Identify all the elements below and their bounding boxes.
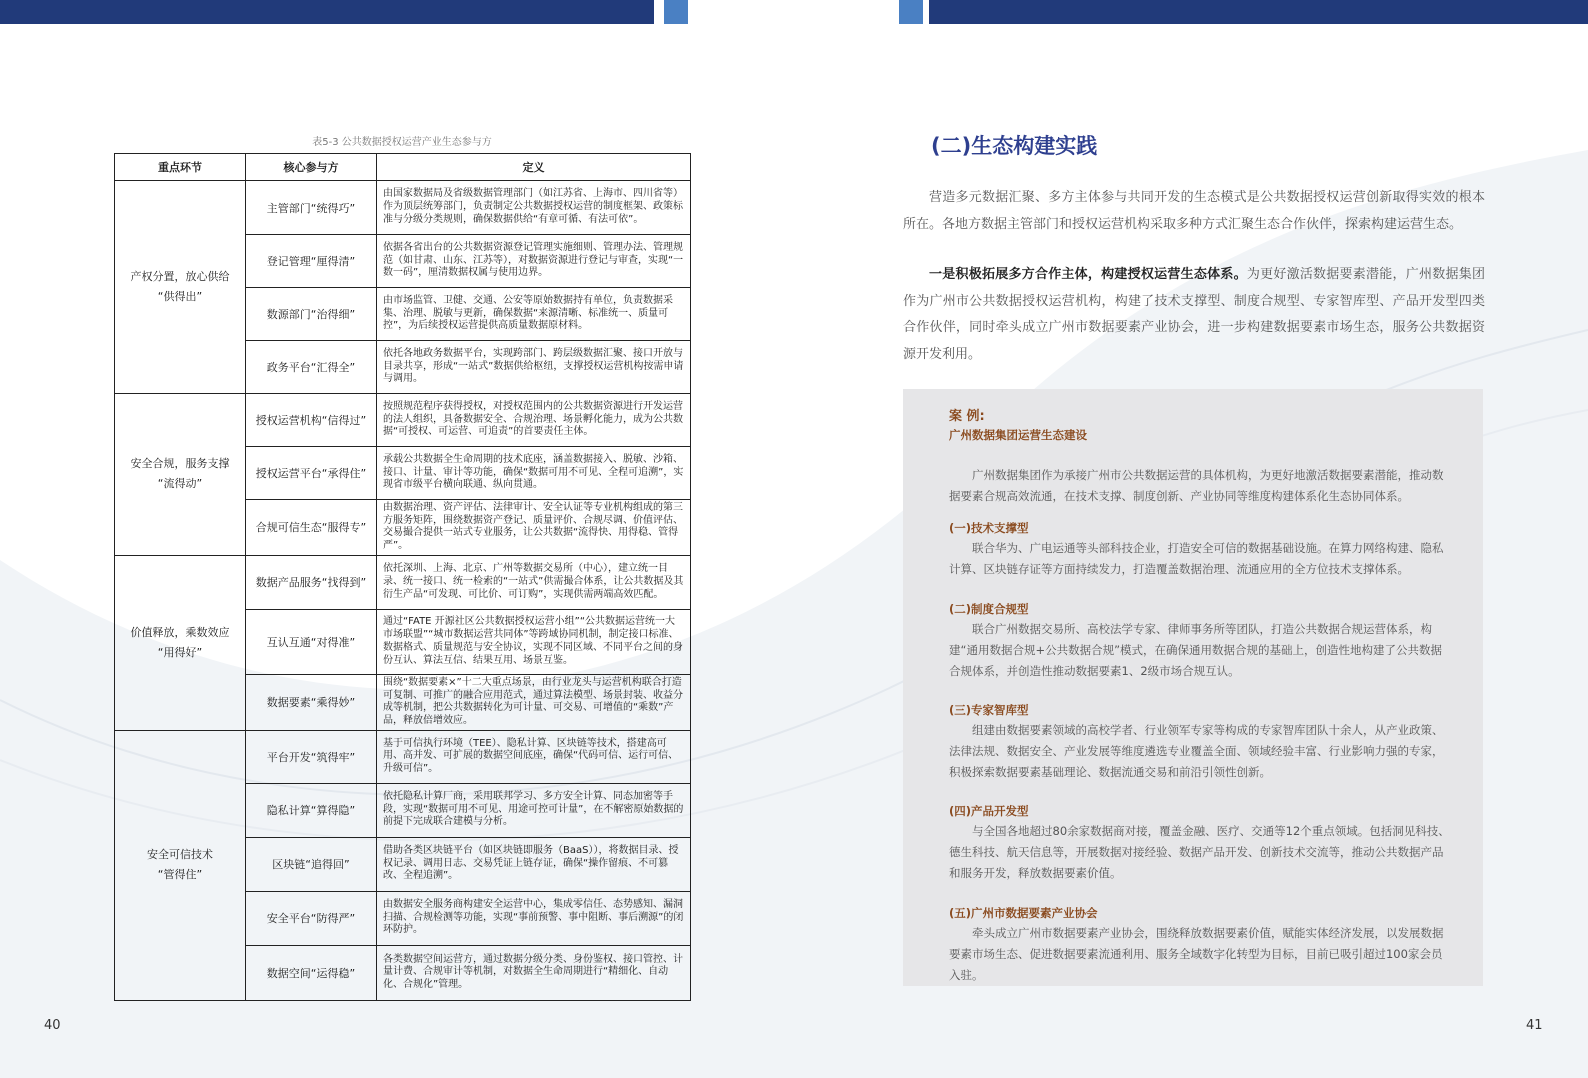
definition-cell: 由数据治理、资产评估、法律审计、安全认证等专业机构组成的第三方服务矩阵，围绕数据资产登记、质量评价、合规尽调、价值评估、交易撮合提供一站式专业服务，让公共数据“流得快、用得稳、管得严”。 [377,500,691,556]
role-cell: 平台开发“筑得牢” [246,730,377,783]
case-item-text: 与全国各地超过80余家数据商对接，覆盖金融、医疗、交通等12个重点领域。包括洞见科技、德生科技、航天信息等，开展数据对接经验、数据产品开发、创新技术交流等，推动公共数据产品和服务开发，释放数据要素价值。 [949,824,1450,880]
case-item-heading: (三)专家智库型 [949,703,1029,717]
table-row [115,394,691,447]
top-bar-right [929,0,1588,24]
definition-cell: 按照规范程序获得授权，对授权范围内的公共数据资源进行开发运营的法人组织，具备数据安全、合规治理、场景孵化能力，成为公共数据“可授权、可运营、可追责”的首要责任主体。 [377,394,691,447]
definition-cell: 依托各地政务数据平台，实现跨部门、跨层级数据汇聚、接口开放与目录共享，形成“一站式”数据供给枢纽，支撑授权运营机构按需申请与调用。 [377,341,691,394]
segment-line: “管得住” [157,868,203,882]
case-item [949,700,1453,783]
case-item-heading: (一)技术支撑型 [949,521,1029,535]
top-bar-right-accent [899,0,923,24]
segment-cell [115,555,246,730]
table-row [115,181,691,235]
role-cell: 隐私计算“算得隐” [246,783,377,837]
definition-cell: 依托隐私计算厂商，采用联邦学习、多方安全计算、同态加密等手段，实现“数据可用不可见、用途可控可计量”，在不解密原始数据的前提下完成联合建模与分析。 [377,783,691,837]
case-item-heading: (五)广州市数据要素产业协会 [949,906,1098,920]
paragraph-lead: 一是积极拓展多方合作主体，构建授权运营生态体系。 [929,267,1247,282]
definition-cell: 围绕“数据要素×”十二大重点场景，由行业龙头与运营机构联合打造可复制、可推广的融合应用范式，通过算法模型、场景封装、收益分成等机制，把公共数据转化为可计量、可交易、可增值的“乘数”产品，释放倍增效应。 [377,674,691,730]
header-definition: 定义 [377,154,691,181]
role-cell: 授权运营平台“承得住” [246,447,377,500]
intro-paragraph: 营造多元数据汇聚、多方主体参与共同开发的生态模式是公共数据授权运营创新取得实效的根本所在。各地方数据主管部门和授权运营机构采取多种方式汇聚生态合作伙伴，探索构建运营生态。 [903,190,1485,232]
segment-cell [115,181,246,394]
case-intro: 广州数据集团作为承接广州市公共数据运营的具体机构，为更好地激活数据要素潜能，推动数据要素合规高效流通，在技术支撑、制度创新、产业协同等维度构建体系化生态协同体系。 [949,468,1444,503]
definition-cell: 由数据安全服务商构建安全运营中心，集成零信任、态势感知、漏洞扫描、合规检测等功能，实现“事前预警、事中阻断、事后溯源”的闭环防护。 [377,891,691,945]
case-label: 案 例: [949,409,985,424]
role-cell: 数据要素“乘得妙” [246,674,377,730]
header-segment: 重点环节 [115,154,246,181]
case-item-text: 组建由数据要素领域的高校学者、行业领军专家等构成的专家智库团队十余人，从产业政策、法律法规、数据安全、产业发展等维度遴选专业覆盖全面、领域经验丰富、行业影响力强的专家，积极探索数据要素基础理论、数据流通交易和前沿引领性创新。 [949,723,1444,779]
definition-cell: 由市场监管、卫健、交通、公安等原始数据持有单位，负责数据采集、治理、脱敏与更新，确保数据“来源清晰、标准统一、质量可控”，为后续授权运营提供高质量数据原材料。 [377,288,691,341]
case-item-text: 联合华为、广电运通等头部科技企业，打造安全可信的数据基础设施。在算力网络构建、隐私计算、区块链存证等方面持续发力，打造覆盖数据治理、流通应用的全方位技术支撑体系。 [949,541,1444,576]
segment-line: “供得出” [157,290,203,303]
header-role: 核心参与方 [246,154,377,181]
segment-line: 产权分置，放心供给 [130,270,230,283]
definition-cell: 依托深圳、上海、北京、广州等数据交易所（中心），建立统一目录、统一接口、统一检索的“一站式”供需撮合体系，让公共数据及其衍生产品“可发现、可比价、可订购”，实现供需两端高效匹配。 [377,555,691,609]
role-cell: 互认互通“对得准” [246,609,377,674]
definition-cell: 承载公共数据全生命周期的技术底座，涵盖数据接入、脱敏、沙箱、接口、计量、审计等功能，确保“数据可用不可见、全程可追溯”，实现省市级平台横向联通、纵向贯通。 [377,447,691,500]
segment-line: “流得动” [157,477,203,491]
body-paragraph [903,262,1485,368]
role-cell: 授权运营机构“信得过” [246,394,377,447]
definition-cell: 依据各省出台的公共数据资源登记管理实施细则、管理办法、管理规范（如甘肃、山东、江苏等），对数据资源进行登记与审查，实现“一数一码”，厘清数据权属与使用边界。 [377,235,691,288]
definition-cell: 通过“FATE 开源社区公共数据授权运营小组”“公共数据运营统一大市场联盟”“城市数据运营共同体”等跨域协同机制，制定接口标准、数据格式、质量规范与安全协议，实现不同区域、不同平台之间的身份互认、算法互信、结果互用、场景互鉴。 [377,609,691,674]
case-item-text: 联合广州数据交易所、高校法学专家、律师事务所等团队，打造公共数据合规运营体系，构建“通用数据合规+公共数据合规”模式，在确保通用数据合规的基础上，创造性地构建了公共数据合规体系，并创造性推动数据要素1、2级市场合规互认。 [949,622,1443,678]
role-cell: 数据空间“运得稳” [246,945,377,1000]
case-item-heading: (二)制度合规型 [949,602,1029,616]
table-row [115,730,691,783]
case-box [903,389,1483,986]
top-bar-left [0,0,654,24]
segment-line: 安全可信技术 [147,848,213,862]
table-header-row [115,154,691,181]
definition-cell: 各类数据空间运营方，通过数据分级分类、身份鉴权、接口管控、计量计费、合规审计等机制，对数据全生命周期进行“精细化、自动化、合规化”管理。 [377,945,691,1000]
role-cell: 数源部门“治得细” [246,288,377,341]
case-item [949,903,1453,986]
section-title: (二)生态构建实践 [931,134,1098,158]
segment-line: “用得好” [157,645,203,659]
role-cell: 数据产品服务“找得到” [246,555,377,609]
top-bar-left-accent [664,0,688,24]
table-caption: 表5-3 公共数据授权运营产业生态参与方 [312,137,492,148]
page-number-left: 40 [44,1018,61,1033]
case-item [949,599,1453,682]
paragraph-text: 为更好激活数据要素潜能，广州数据集团作为广州市公共数据授权运营机构，构建了技术支撑型、制度合规型、专家智库型、产品开发型四类合作伙伴，同时牵头成立广州市数据要素产业协会，进一步构建数据要素市场生态，服务公共数据资源开发利用。 [903,267,1485,362]
case-item [949,518,1453,580]
role-cell: 区块链“追得回” [246,837,377,891]
segment-line: 价值释放，乘数效应 [130,625,230,639]
segment-cell [115,394,246,556]
definition-cell: 基于可信执行环境（TEE）、隐私计算、区块链等技术，搭建高可用、高并发、可扩展的数据空间底座，确保“代码可信、运行可信、升级可信”。 [377,730,691,783]
role-cell: 登记管理“厘得清” [246,235,377,288]
segment-cell [115,730,246,1000]
case-title: 广州数据集团运营生态建设 [949,428,1087,442]
definition-cell: 由国家数据局及省级数据管理部门（如江苏省、上海市、四川省等）作为顶层统筹部门，负责制定公共数据授权运营的制度框架、政策标准与分级分类规则，确保数据供给“有章可循、有法可依”。 [377,181,691,235]
segment-line: 安全合规，服务支撑 [130,457,230,471]
case-item-text: 牵头成立广州市数据要素产业协会，围绕释放数据要素价值，赋能实体经济发展，以发展数据要素市场生态、促进数据要素流通利用、服务全域数字化转型为目标，目前已吸引超过100家会员入驻。 [949,926,1444,982]
page-number-right: 41 [1526,1018,1543,1033]
case-item [949,801,1453,884]
role-cell: 合规可信生态“服得专” [246,500,377,556]
definition-cell: 借助各类区块链平台（如区块链即服务（BaaS）），将数据目录、授权记录、调用日志、交易凭证上链存证，确保“操作留痕、不可篡改、全程追溯”。 [377,837,691,891]
ecosystem-table [114,153,691,1001]
role-cell: 政务平台“汇得全” [246,341,377,394]
table-row [115,555,691,609]
case-item-heading: (四)产品开发型 [949,804,1029,818]
role-cell: 主管部门“统得巧” [246,181,377,235]
role-cell: 安全平台“防得严” [246,891,377,945]
